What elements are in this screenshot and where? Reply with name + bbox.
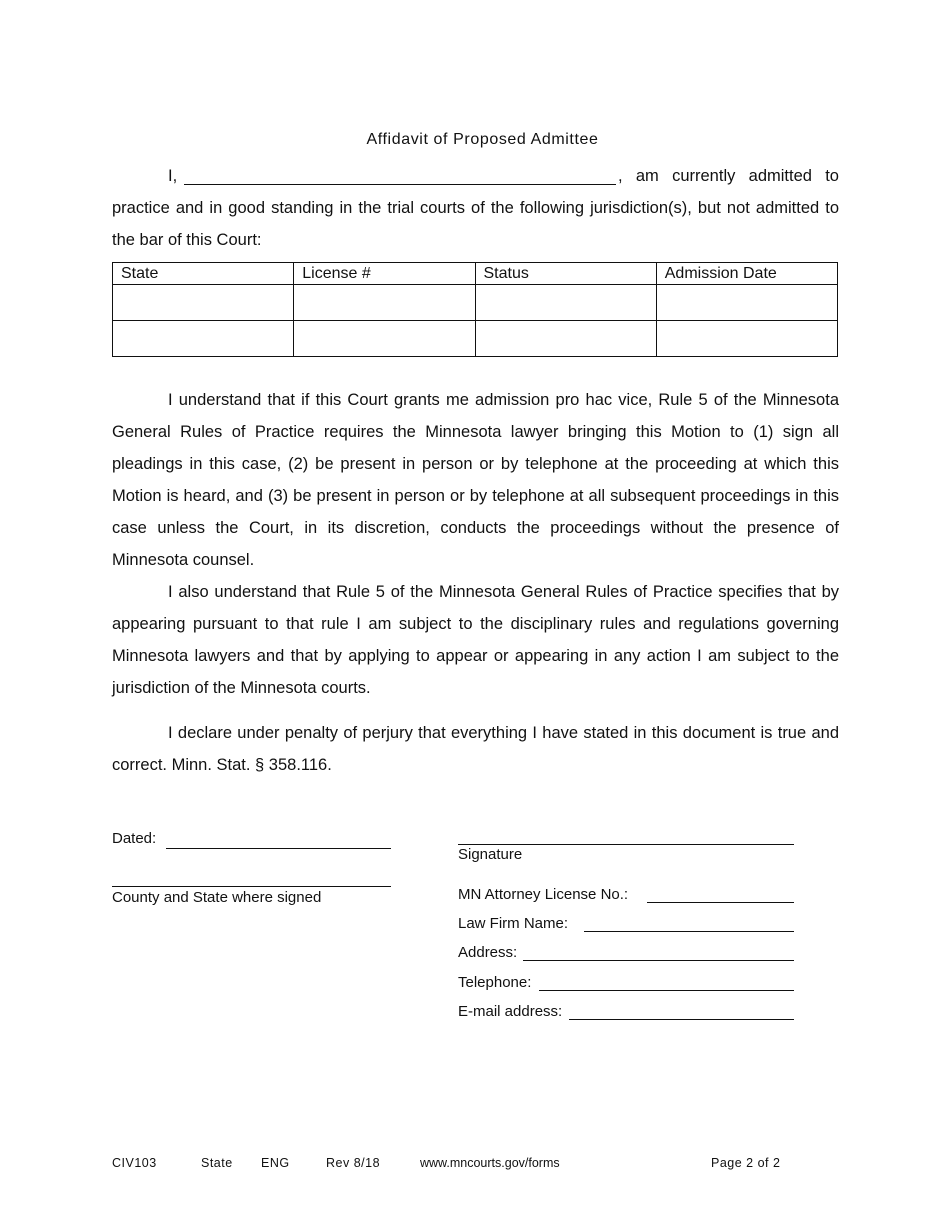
jurisdiction-table [112,262,838,357]
table-row [113,285,838,321]
table-cell-license[interactable] [294,285,475,321]
intro-first-line-rest: , am currently admitted to [618,167,839,185]
table-header-status: Status [475,263,656,285]
intro-prefix: I, [168,167,178,185]
telephone-line[interactable] [539,990,794,991]
county-label: County and State where signed [112,889,322,906]
paragraph-disciplinary-rules: I also understand that Rule 5 of the Minnesota General Rules of Practice specifies that by appearing pursuant to that rule I am subject to the disciplinary rules and regulations governing Minnesota lawyers and that by applying to appear or appearing in any action I am subject to the jurisdiction of the Minnesota courts. [112,583,839,697]
intro-continuation: practice and in good standing in the trial courts of the following jurisdiction(s), but not admitted to the bar of this Court: [112,199,839,249]
signature-line[interactable] [458,844,794,845]
intro-first-line [112,160,839,192]
table-cell-status[interactable] [475,285,656,321]
table-cell-license[interactable] [294,321,475,357]
table-header-license: License # [294,263,475,285]
email-label: E-mail address: [458,1003,563,1020]
table-cell-status[interactable] [475,321,656,357]
table-row [113,321,838,357]
firm-line[interactable] [584,931,794,932]
table-cell-admission-date[interactable] [656,285,837,321]
email-line[interactable] [569,1019,794,1020]
paragraph-pro-hac-vice: I understand that if this Court grants me admission pro hac vice, Rule 5 of the Minnesota General Rules of Practice requires the Minnesota lawyer bringing this Motion to (1) sign all pleadings in this case, (2) be present in person or by telephone at the proceeding at which this Motion is heard, and (3) be present in person or by telephone at all subsequent proceedings in this case unless the Court, in its discretion, conducts the proceedings without the presence of Minnesota counsel. [112,391,839,569]
address-line[interactable] [523,960,794,961]
table-cell-admission-date[interactable] [656,321,837,357]
address-label: Address: [458,944,518,961]
county-line[interactable] [112,886,391,887]
footer-page-number: Page 2 of 2 [711,1156,781,1170]
table-cell-state[interactable] [113,285,294,321]
license-line[interactable] [647,902,794,903]
document-title: Affidavit of Proposed Admittee [366,131,599,148]
footer-language: ENG [261,1156,290,1170]
name-blank-line[interactable] [184,184,616,185]
table-header-admission-date: Admission Date [656,263,837,285]
dated-label: Dated: [112,830,157,847]
footer-revision: Rev 8/18 [326,1156,381,1170]
footer-form-id: CIV103 [112,1156,157,1170]
table-header-row [113,263,838,285]
table-cell-state[interactable] [113,321,294,357]
telephone-label: Telephone: [458,974,532,991]
paragraph-declaration: I declare under penalty of perjury that everything I have stated in this document is true and correct. Minn. Stat. § 358.116. [112,724,839,774]
table-header-state: State [113,263,294,285]
dated-line[interactable] [166,848,391,849]
footer-url[interactable]: www.mncourts.gov/forms [420,1156,560,1170]
footer-jurisdiction: State [201,1156,233,1170]
firm-label: Law Firm Name: [458,915,569,932]
signature-label: Signature [458,846,523,863]
license-label: MN Attorney License No.: [458,886,629,903]
